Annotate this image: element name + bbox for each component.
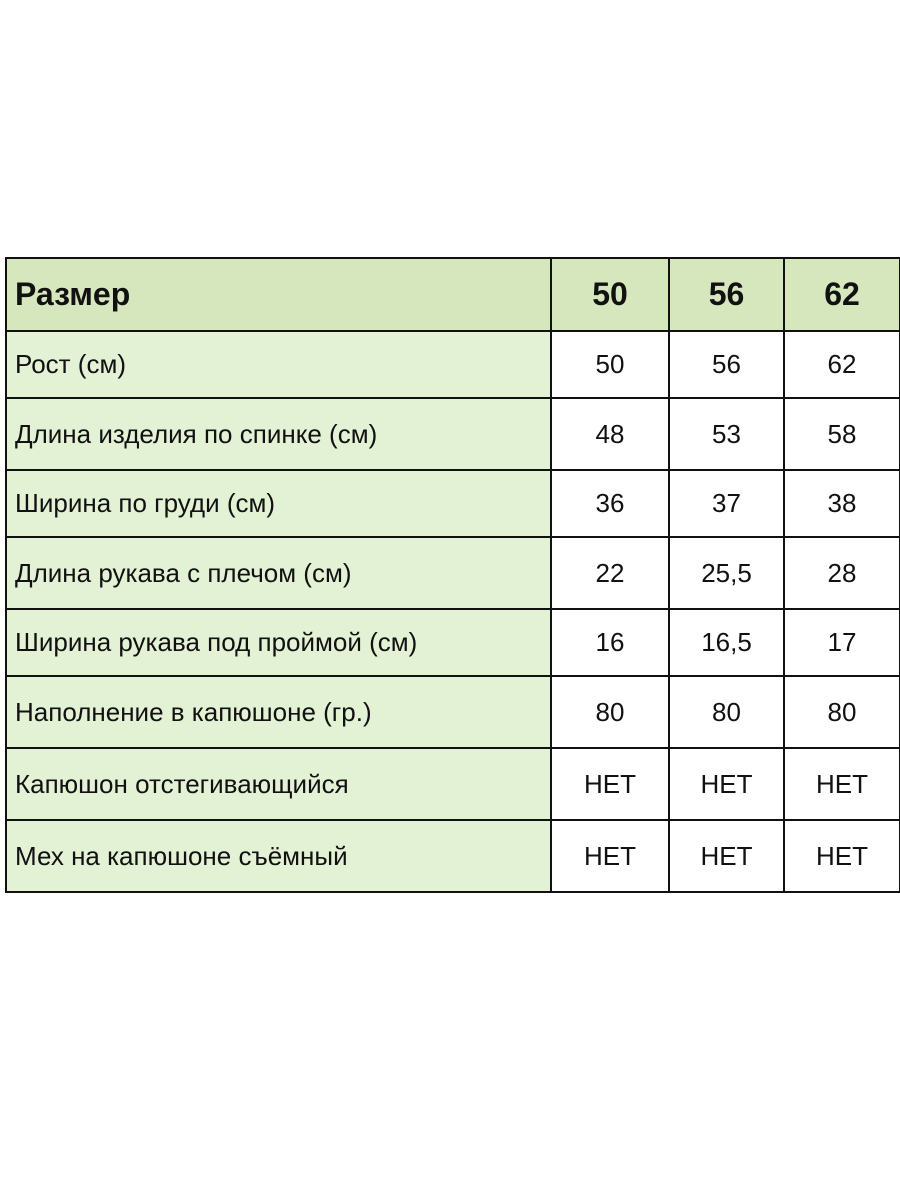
row-label: Капюшон отстегивающийся: [6, 748, 551, 820]
row-value: 25,5: [669, 537, 784, 609]
row-label: Рост (см): [6, 331, 551, 398]
row-value: НЕТ: [551, 820, 669, 892]
row-value: 22: [551, 537, 669, 609]
table-row-detachable-hood: [6, 748, 900, 820]
row-value: 36: [551, 470, 669, 537]
row-label: Длина изделия по спинке (см): [6, 398, 551, 470]
row-value: 48: [551, 398, 669, 470]
table-row-sleeve-length: [6, 537, 900, 609]
row-value: 50: [551, 331, 669, 398]
row-value: НЕТ: [669, 820, 784, 892]
row-value: 37: [669, 470, 784, 537]
row-value: 80: [669, 676, 784, 748]
table-row-height: [6, 331, 900, 398]
row-value: 62: [784, 331, 900, 398]
size-header-label: Размер: [6, 258, 551, 331]
size-header-62: 62: [784, 258, 900, 331]
row-value: НЕТ: [669, 748, 784, 820]
row-value: 28: [784, 537, 900, 609]
row-value: 17: [784, 609, 900, 676]
row-label: Наполнение в капюшоне (гр.): [6, 676, 551, 748]
row-value: 80: [551, 676, 669, 748]
row-value: 16,5: [669, 609, 784, 676]
row-value: 58: [784, 398, 900, 470]
row-label: Длина рукава с плечом (см): [6, 537, 551, 609]
row-label: Ширина рукава под проймой (см): [6, 609, 551, 676]
row-value: 16: [551, 609, 669, 676]
row-value: 80: [784, 676, 900, 748]
size-chart-table: [5, 257, 900, 893]
table-row-removable-fur: [6, 820, 900, 892]
table-header-row: [6, 258, 900, 331]
row-value: 38: [784, 470, 900, 537]
row-value: НЕТ: [784, 748, 900, 820]
row-label: Ширина по груди (см): [6, 470, 551, 537]
table-row-back-length: [6, 398, 900, 470]
row-value: НЕТ: [551, 748, 669, 820]
table-row-hood-filling: [6, 676, 900, 748]
size-header-56: 56: [669, 258, 784, 331]
row-value: 53: [669, 398, 784, 470]
row-value: 56: [669, 331, 784, 398]
table-row-sleeve-width: [6, 609, 900, 676]
size-header-50: 50: [551, 258, 669, 331]
row-label: Мех на капюшоне съёмный: [6, 820, 551, 892]
table-row-chest-width: [6, 470, 900, 537]
row-value: НЕТ: [784, 820, 900, 892]
